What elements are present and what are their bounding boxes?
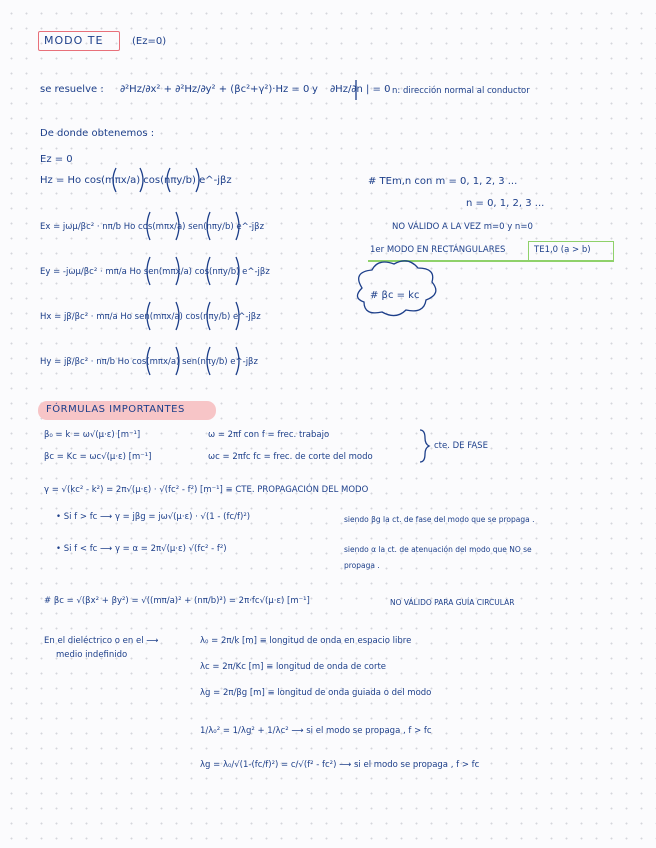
y-connector: y <box>312 84 318 95</box>
formulas-heading: FÓRMULAS IMPORTANTES <box>46 404 185 415</box>
eq-lambda0: λ₀ = 2π/k [m] ≡ longitud de onda en espacio libre <box>200 636 412 646</box>
de-donde-label: De donde obtenemos : <box>40 128 155 139</box>
eq-beta-c-kc: βc = Kc = ωc√(μ·ε) [m⁻¹] <box>44 452 152 462</box>
eq-gamma: γ = √(kc² - k²) = 2π√(μ·ε) · √(fc² - f²) [m⁻¹] ≡ CTE. PROPAGACIÓN DEL MODO <box>44 485 369 495</box>
siendo-aten-2: propaga . <box>344 561 380 570</box>
note-primer-modo: 1er MODO EN RECTÁNGULARES <box>370 245 506 255</box>
no-valido-guia: NO VÁLIDO PARA GUÍA CIRCULAR <box>390 598 515 607</box>
eq-lambdac: λc = 2π/Kc [m] ≡ longitud de onda de corte <box>200 662 387 672</box>
note-n-values: n = 0, 1, 2, 3 ... <box>466 198 545 209</box>
note-te-mn: # TEm,n con m = 0, 1, 2, 3 ... <box>368 176 518 187</box>
eq-lambda-g: λg = λ₀/√(1-(fc/f)²) = c/√(f² - fc²) ⟶ si el modo se propaga , f > fc <box>200 760 480 770</box>
eq-omega-c: ωc = 2πfc fc = frec. de corte del modo <box>208 452 373 462</box>
dielectrico-line-2: medio indefinido <box>56 650 128 660</box>
note-beta-c: # βc = kc <box>370 290 420 301</box>
note-te10: TE1,0 (a > b) <box>534 245 591 255</box>
eq-lambdag: λg = 2π/βg [m] ≡ longitud de onda guiada o del modo <box>200 688 432 698</box>
eq-hy: Hy = jβ/βc² · nπ/b Ho cos(mπx/a) sen(nπy/b) e^-jβz <box>40 357 258 367</box>
dielectrico-line-1: En el dieléctrico o en el ⟶ <box>44 636 159 646</box>
eq-beta-k: β₀ = k = ω√(μ·ε) [m⁻¹] <box>44 430 141 440</box>
eq-hx: Hx = jβ/βc² · mπ/a Ho sen(mπx/a) cos(nπy/b) e^-jβz <box>40 312 261 322</box>
siendo-fase: siendo βg la ct. de fase del modo que se propaga . <box>344 515 535 524</box>
eq-hz: Hz = Ho cos(mπx/a) cos(nπy/b) e^-jβz <box>40 175 232 186</box>
eq-ex: Ex = jωμ/βc² · nπ/b Ho cos(mπx/a) sen(nπy/b) e^-jβz <box>40 222 265 232</box>
note-no-valido: NO VÁLIDO A LA VEZ m=0 y n=0 <box>392 222 533 232</box>
eq-si-f-mayor: • Si f > fc ⟶ γ = jβg = jω√(μ·ε) · √(1 - (fc/f)²) <box>56 512 251 522</box>
eq-ey: Ey = -jωμ/βc² · mπ/a Ho sen(mπx/a) cos(nπy/b) e^-jβz <box>40 267 270 277</box>
eq-omega: ω = 2πf con f = frec. trabajo <box>208 430 330 440</box>
page-title: MODO TE <box>44 34 104 47</box>
page-subtitle: (Ez=0) <box>132 36 167 47</box>
boundary-condition: ∂Hz/∂n | = 0 <box>330 84 391 95</box>
se-resuelve-label: se resuelve : <box>40 84 104 95</box>
eq-si-f-menor: • Si f < fc ⟶ γ = α = 2π√(μ·ε) √(fc² - f²) <box>56 544 227 554</box>
boundary-note: n: dirección normal al conductor <box>392 86 530 96</box>
siendo-aten-1: siendo α la ct. de atenuación del modo que NO se <box>344 545 532 554</box>
eq-ez: Ez = 0 <box>40 154 73 165</box>
eq-relacion: 1/λ₀² = 1/λg² + 1/λc² ⟶ si el modo se propaga , f > fc <box>200 726 432 736</box>
helmholtz-equation: ∂²Hz/∂x² + ∂²Hz/∂y² + (βc²+γ²)·Hz = 0 <box>120 84 310 95</box>
eq-beta-c-full: # βc = √(βx² + βy²) = √((mπ/a)² + (nπ/b)²) = 2π·fc√(μ·ε) [m⁻¹] <box>44 596 310 606</box>
cte-fase-label: cte. DE FASE <box>434 441 488 451</box>
